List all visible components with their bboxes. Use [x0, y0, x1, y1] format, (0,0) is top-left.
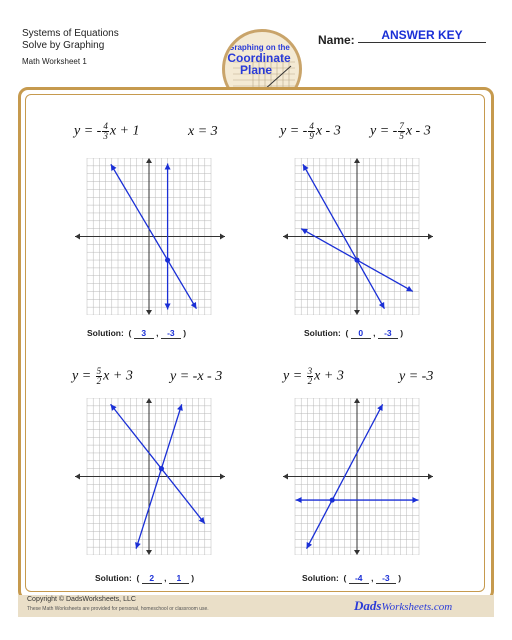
y-axis-arrow-up	[146, 158, 152, 163]
solution-1: Solution: ( 3 , -3 )	[87, 328, 187, 338]
solution-3-y[interactable]: 1	[169, 573, 189, 584]
logo-text-middle: Coordinate	[227, 51, 291, 65]
x-axis-arrow-left	[283, 474, 288, 480]
coordinate-grid-2	[283, 158, 433, 315]
intersection-point	[159, 466, 164, 471]
solution-4-y[interactable]: -3	[376, 573, 396, 584]
solution-2-y[interactable]: -3	[378, 328, 398, 339]
x-axis-arrow-right	[220, 474, 225, 480]
coordinate-grid-1	[75, 158, 225, 315]
solution-2: Solution: ( 0 , -3 )	[304, 328, 404, 338]
equation-2b: y = - $\frac{7}{5}$ x - 3	[370, 121, 431, 141]
equation-4b: y = -3	[399, 369, 434, 384]
line-arrowhead	[296, 497, 302, 503]
y-axis-arrow-up	[146, 398, 152, 403]
x-axis-arrow-right	[220, 234, 225, 240]
solution-4-x[interactable]: -4	[349, 573, 369, 584]
copyright: Copyright © DadsWorksheets, LLC	[27, 596, 136, 603]
logo-text-bottom: Plane	[239, 63, 272, 77]
intersection-point	[354, 257, 359, 262]
graph-line	[111, 404, 205, 523]
solution-3-x[interactable]: 2	[142, 573, 162, 584]
equation-4a: y = $\frac{3}{2}$ x + 3	[283, 366, 344, 386]
x-axis-arrow-left	[283, 234, 288, 240]
solution-4: Solution: ( -4 , -3 )	[302, 573, 402, 583]
y-axis-arrow-down	[146, 550, 152, 555]
x-axis-arrow-left	[75, 234, 80, 240]
dadsworksheets-logo[interactable]: DadsWorksheets.com	[354, 598, 453, 613]
worksheet-subtitle: Solve by Graphing	[22, 40, 105, 51]
worksheet-number: Math Worksheet 1	[22, 57, 87, 66]
solution-1-x[interactable]: 3	[134, 328, 154, 339]
line-arrowhead	[165, 304, 171, 310]
equation-3a: y = $\frac{5}{2}$ x + 3	[72, 366, 133, 386]
coordinate-grid-3	[75, 398, 225, 555]
x-axis-arrow-left	[75, 474, 80, 480]
logo-text-top: Graphing on the	[228, 43, 290, 52]
x-axis-arrow-right	[428, 474, 433, 480]
worksheet-title: Systems of Equations	[22, 28, 119, 39]
y-axis-arrow-down	[354, 310, 360, 315]
equation-1a: y = - $\frac{4}{3}$ x + 1	[74, 121, 140, 141]
solution-2-x[interactable]: 0	[351, 328, 371, 339]
name-label: Name:	[318, 33, 355, 47]
equation-2a: y = - $\frac{4}{9}$ x - 3	[280, 121, 341, 141]
solution-1-y[interactable]: -3	[161, 328, 181, 339]
line-arrowhead	[165, 163, 171, 169]
coordinate-grid-4	[283, 398, 433, 555]
equation-1b: x = 3	[188, 124, 218, 139]
answer-key: ANSWER KEY	[358, 28, 486, 43]
usage-note: These Math Worksheets are provided for personal, homeschool or classroom use.	[27, 606, 209, 612]
y-axis-arrow-up	[354, 398, 360, 403]
y-axis-arrow-up	[354, 158, 360, 163]
line-arrowhead	[412, 497, 418, 503]
intersection-point	[330, 497, 335, 502]
y-axis-arrow-down	[146, 310, 152, 315]
y-axis-arrow-down	[354, 550, 360, 555]
intersection-point	[165, 257, 170, 262]
x-axis-arrow-right	[428, 234, 433, 240]
equation-3b: y = -x - 3	[170, 369, 223, 384]
solution-3: Solution: ( 2 , 1 )	[95, 573, 195, 583]
